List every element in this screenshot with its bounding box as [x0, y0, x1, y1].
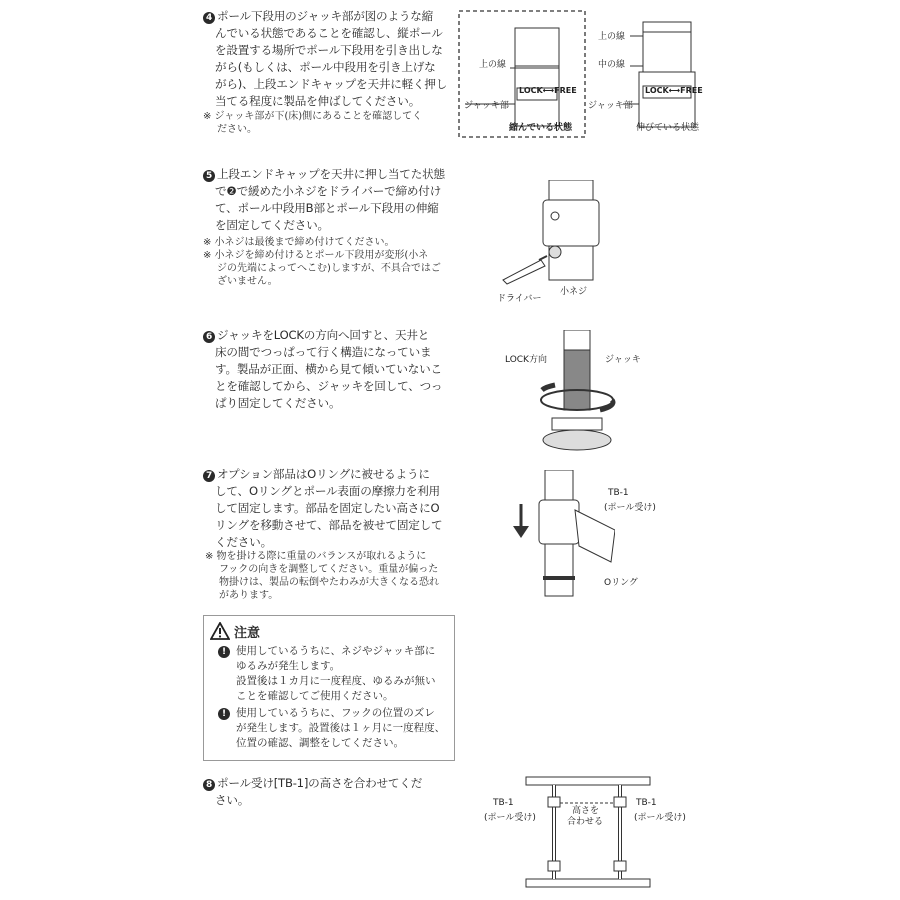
step-number: 4	[203, 12, 215, 24]
step5-text: 5 上段エンドキャップを天井に押し当てた状態 で❷で緩めた小ネジをドライバーで締め付け て、ポール中段用B部とポール下段用の伸縮 を固定してください。	[203, 166, 463, 234]
label-tb1-right-sub: (ポール受け)	[634, 813, 686, 823]
label-driver: ドライバー	[497, 294, 542, 304]
label-height-match-1: 高さを	[572, 806, 600, 816]
caution-title: 注意	[234, 626, 261, 641]
label-top-line-ext: 上の線	[598, 32, 626, 42]
label-jack-6: ジャッキ	[605, 355, 641, 365]
label-tb1-right: TB-1	[636, 798, 657, 808]
caution-item-2: 使用しているうちに、フックの位置のズレ が発生します。設置後は１ヶ月に一度程度、 位置の確認、調整をしてください。	[236, 707, 446, 749]
label-tb1-left: TB-1	[493, 798, 514, 808]
step4-text: 4 ポール下段用のジャッキ部が図のような縮 んでいる状態であることを確認し、縦ポール を設置する場所でポール下段用を引き出しな がら(もしくは、ポール中段用を引き上げな がら)、上段エンドキャップを天井に軽く押し 当てる程度に製品を伸ばしてください。	[203, 8, 463, 110]
label-screw: 小ネジ	[560, 287, 588, 297]
step5-notes: ※ 小ネジは最後まで締め付けてください。 ※ 小ネジを締め付けるとポール下段用が変形(小ネ ジの先端によってへこむ)しますが、不具合ではご ざいません。	[203, 237, 441, 287]
caption-extended: 伸びている状態	[636, 123, 700, 133]
caption-compressed: 縮んでいる状態	[509, 123, 573, 133]
step7-figure	[505, 470, 615, 598]
exclamation-icon: !	[218, 708, 230, 720]
label-lock-direction: LOCK方向	[505, 355, 547, 365]
step-number: 5	[203, 170, 215, 182]
exclamation-icon: !	[218, 646, 230, 658]
label-mid-line: 中の線	[598, 60, 626, 70]
label-tb1-left-sub: (ポール受け)	[484, 813, 536, 823]
label-oring: Oリング	[604, 578, 638, 588]
step7-notes: ※ 物を掛ける際に重量のバランスが取れるように フックの向きを調整してください。重量が偏った 物掛けは、製品の転倒やたわみが大きくなる恐れ があります。	[205, 551, 439, 601]
step-number: 7	[203, 470, 215, 482]
step6-figure	[530, 330, 630, 460]
caution-box	[203, 615, 455, 761]
label-lock-free-ext: LOCK⟷FREE	[645, 86, 703, 95]
step-number: 6	[203, 331, 215, 343]
label-jack-ext: ジャッキ部	[588, 101, 633, 111]
step-number: 8	[203, 779, 215, 791]
step4-note: ※ ジャッキ部が下(床)側にあることを確認してく ださい。	[203, 111, 423, 135]
label-lock-free: LOCK⟷FREE	[519, 86, 577, 95]
step8-text: 8 ポール受け[TB-1]の高さを合わせてくだ さい。	[203, 775, 463, 809]
step6-text: 6 ジャッキをLOCKの方向へ回すと、天井と 床の間でつっぱって行く構造になっていま す。製品が正面、横から見て傾いていないこ とを確認してから、ジャッキを回して、つっ ぱり固定してください。	[203, 327, 463, 412]
label-tb1-sub: (ポール受け)	[604, 503, 656, 513]
label-top-line: 上の線	[479, 60, 507, 70]
step7-text: 7 オプション部品はOリングに被せるように して、Oリングとポール表面の摩擦力を利用 して固定します。部品を固定したい高さにO リングを移動させて、部品を被せて固定して ください。	[203, 466, 463, 551]
warning-icon	[210, 622, 230, 640]
label-height-match-2: 合わせる	[567, 817, 604, 827]
caution-item-1: 使用しているうちに、ネジやジャッキ部に ゆるみが発生します。 設置後は１カ月に一度程度、ゆるみが無い ことを確認してご使用ください。	[236, 645, 436, 702]
label-jack: ジャッキ部	[464, 101, 509, 111]
label-tb1: TB-1	[608, 488, 629, 498]
step8-figure	[520, 775, 655, 890]
